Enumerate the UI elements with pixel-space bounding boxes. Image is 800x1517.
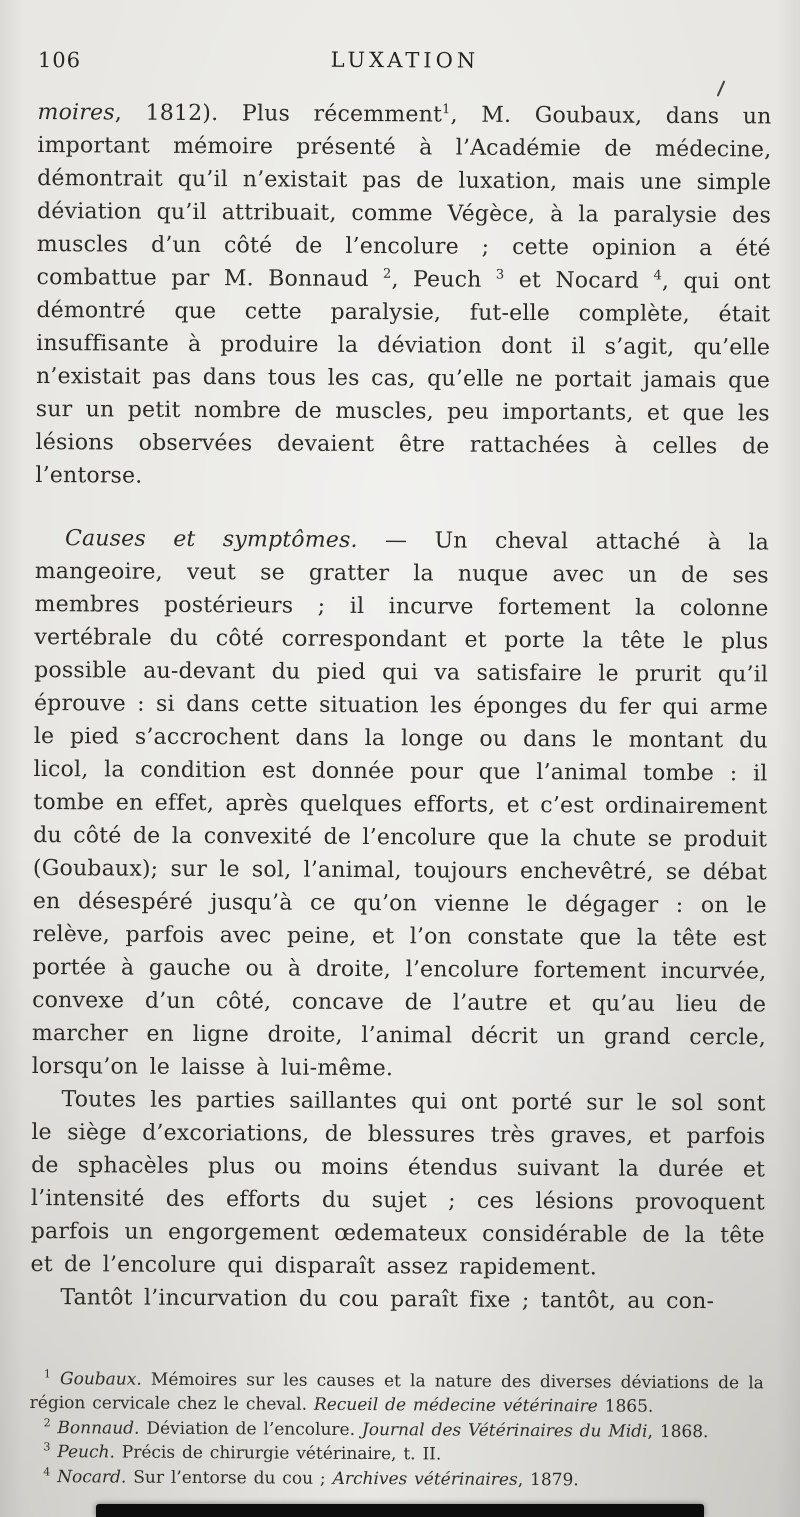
text-segment: Précis de chirurgie vétérinaire, t. II.: [114, 1442, 442, 1465]
text-segment: Peuch.: [57, 1442, 115, 1463]
footnote-marker: 1: [442, 102, 451, 118]
footnote: [29, 1440, 763, 1469]
footnote-marker: 4: [43, 1464, 51, 1478]
text-segment: 1865.: [597, 1396, 654, 1417]
paragraph: [35, 96, 771, 496]
text-segment: Archives vétérinaires: [332, 1468, 518, 1490]
text-segment: , 1812). Plus récemment: [114, 100, 443, 128]
footnotes: [29, 1366, 764, 1493]
text-segment: Mémoires sur les causes et la nature des diverses déviations de la région cervicale chez le cheval.: [29, 1369, 764, 1415]
text-segment: Journal des Vétérinaires du Midi: [361, 1419, 648, 1442]
paragraph: [30, 1083, 765, 1285]
footnote-marker: 2: [43, 1415, 51, 1429]
footnote-marker: 1: [43, 1366, 51, 1380]
text-segment: , 1879.: [517, 1469, 579, 1490]
text-segment: Sur l’entorse du cou ;: [126, 1467, 333, 1489]
text-segment: Toutes les parties saillantes qui ont porté sur le sol sont le siège d’excoriations, de blessures très graves, et parfois de sphacèles plus ou moins étendus suivant la durée et l’intensité des efforts du sujet ; ces lésions provoquent parfois un engorgement œdemateux considérable de la tête et de l’encolure qui disparaît assez rapidement.: [30, 1087, 766, 1281]
footnote-marker: 4: [653, 268, 663, 284]
footnote: [30, 1366, 764, 1419]
scan-edge-bar: [96, 1504, 704, 1517]
text-segment: , Peuch: [391, 267, 496, 293]
footnote-marker: 3: [495, 267, 505, 283]
text-segment: Goubaux.: [59, 1368, 142, 1390]
text-segment: Tantôt l’incurvation du cou paraît fixe ; tantôt, au con-: [60, 1285, 715, 1315]
text-segment: Bonnaud.: [57, 1417, 140, 1439]
paragraph: [30, 1281, 764, 1318]
text-segment: Causes et symptômes.: [64, 526, 358, 553]
text-segment: Recueil de médecine vétérinaire: [313, 1394, 598, 1417]
text-segment: [51, 1369, 60, 1389]
footnote-marker: 2: [383, 266, 392, 282]
page-header-row: [38, 46, 772, 86]
paragraph: [32, 522, 769, 1087]
text-segment: , M. Goubaux, dans un important mémoire présenté à l’Académie de médecine, démontrait qu’il n’existait pas de luxation, mais une simple déviation qu’il attribuait, comme Végèce, à la paralysie des muscles d’un côté de l’encolure ; cette opinion a été combattue par M. Bonnaud: [36, 102, 772, 293]
text-segment: — Un cheval attaché à la mangeoire, veut se gratter la nuque avec un de ses membres postérieurs ; il incurve fortement la colonne vertébrale du côté correspondant et porte la tête le plus possible au-devant du pied qui va satisfaire le prurit qu’il éprouve : si dans cette situation les éponges du fer qui arme le pied s’accrochent dans la longe ou dans le montant du licol, la condition est donnée pour que l’animal tombe : il tombe en effet, après quelques efforts, et c’est ordinairement du côté de la convexité de l’encolure que la chute se produit (Goubaux); sur le sol, l’animal, toujours enchevêtré, se débat en désespéré jusqu’à ce qu’on vienne le dégager : on le relève, parfois avec peine, et l’on constate que la tête est portée à gauche ou à droite, l’encolure fortement incurvée, convexe d’un côté, concave de l’autre et qu’au lieu de marcher en ligne droite, l’animal décrit un grand cercle, lorsqu’on le laisse à lui-même.: [31, 527, 770, 1082]
text-segment: moires: [37, 99, 115, 126]
text-segment: Nocard.: [57, 1466, 127, 1488]
running-title: LUXATION: [330, 47, 480, 73]
text-segment: Déviation de l’encolure.: [139, 1418, 362, 1440]
text-segment: , qui ont démontré que cette paralysie, fut-elle complète, était insuffisante à produire la déviation dont il s’agit, qu’elle n’existait pas dans tous les cas, qu’elle ne portait jamais que sur un petit nombre de muscles, peu importants, et que les lésions observées devaient être rattachées à celles de l’entorse.: [35, 268, 771, 489]
text-segment: et Nocard: [504, 267, 654, 294]
body-text: [30, 96, 771, 1318]
footnote-marker: 3: [43, 1440, 51, 1454]
footnote: [29, 1464, 763, 1493]
text-segment: , 1868.: [647, 1421, 709, 1442]
page-number: 106: [37, 47, 82, 73]
page-content: [29, 46, 772, 1497]
